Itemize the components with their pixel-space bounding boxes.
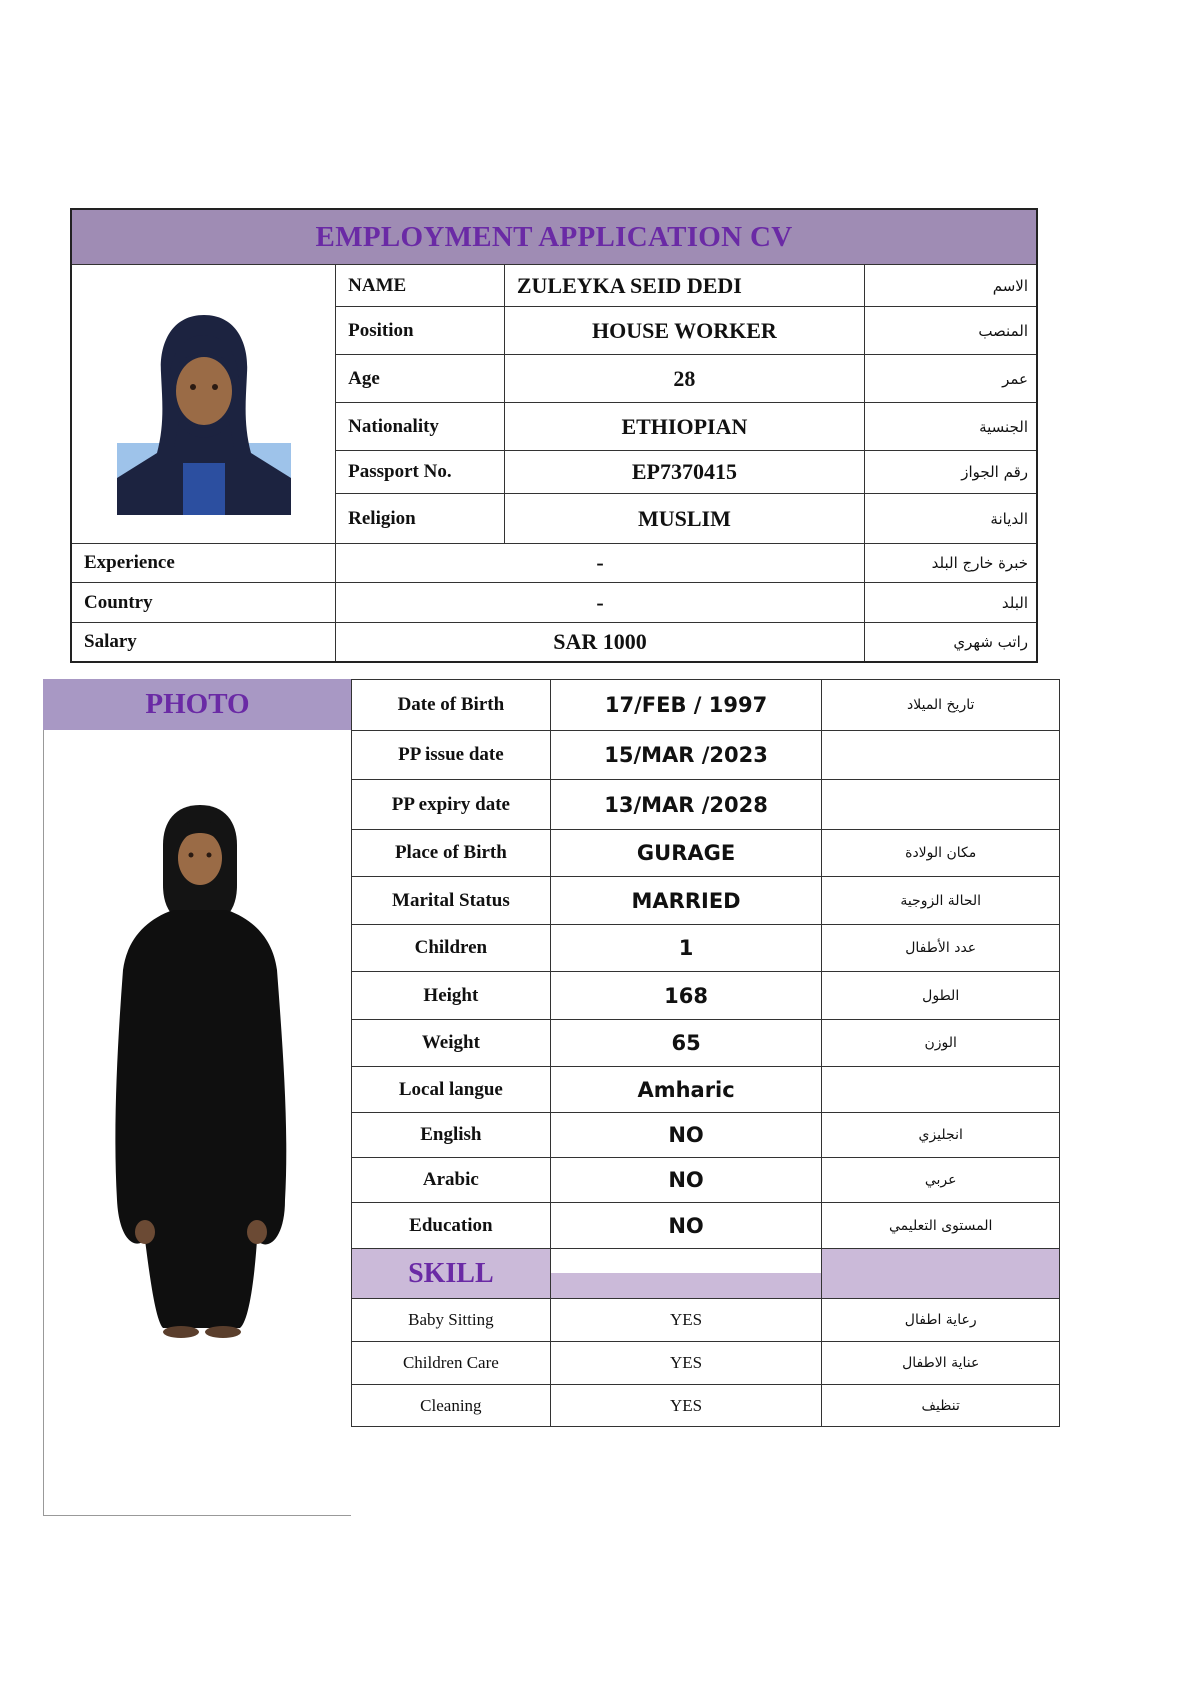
religion-value: MUSLIM xyxy=(504,494,864,544)
country-label-arabic: البلد xyxy=(864,583,1037,623)
nationality-value: ETHIOPIAN xyxy=(504,403,864,451)
religion-label: Religion xyxy=(336,494,505,544)
height-label: Height xyxy=(352,972,551,1020)
photo-heading: PHOTO xyxy=(43,679,352,730)
pp-issue-value: 15/MAR /2023 xyxy=(550,731,822,780)
dob-label-arabic: تاريخ الميلاد xyxy=(822,680,1060,731)
passport-value: EP7370415 xyxy=(504,451,864,494)
pp-issue-label: PP issue date xyxy=(352,731,551,780)
skill-children-care-label: Children Care xyxy=(352,1342,551,1385)
skill-heading-fill-right xyxy=(822,1249,1060,1299)
arabic-label: Arabic xyxy=(352,1158,551,1203)
salary-label-arabic: راتب شهري xyxy=(864,623,1037,662)
pp-issue-label-arabic xyxy=(822,731,1060,780)
headshot-cell xyxy=(71,265,336,544)
full-body-photo xyxy=(105,800,295,1344)
headshot-photo xyxy=(117,303,291,515)
pp-expiry-label-arabic xyxy=(822,780,1060,830)
age-value: 28 xyxy=(504,355,864,403)
marital-status-label-arabic: الحالة الزوجية xyxy=(822,877,1060,925)
arabic-value: NO xyxy=(550,1158,822,1203)
education-label: Education xyxy=(352,1203,551,1249)
country-value: - xyxy=(336,583,865,623)
local-language-value: Amharic xyxy=(550,1067,822,1113)
place-of-birth-label: Place of Birth xyxy=(352,830,551,877)
skill-cleaning-label: Cleaning xyxy=(352,1385,551,1427)
age-label-arabic: عمر xyxy=(864,355,1037,403)
weight-value: 65 xyxy=(550,1020,822,1067)
name-label: NAME xyxy=(336,265,505,307)
page-title: EMPLOYMENT APPLICATION CV xyxy=(71,209,1037,265)
experience-label-arabic: خبرة خارج البلد xyxy=(864,544,1037,583)
experience-value: - xyxy=(336,544,865,583)
english-label: English xyxy=(352,1113,551,1158)
nationality-label: Nationality xyxy=(336,403,505,451)
pp-expiry-value: 13/MAR /2028 xyxy=(550,780,822,830)
applicant-summary-table xyxy=(70,208,1038,663)
arabic-label-arabic: عربي xyxy=(822,1158,1060,1203)
position-label: Position xyxy=(336,307,505,355)
height-value: 168 xyxy=(550,972,822,1020)
religion-label-arabic: الديانة xyxy=(864,494,1037,544)
place-of-birth-value: GURAGE xyxy=(550,830,822,877)
place-of-birth-label-arabic: مكان الولادة xyxy=(822,830,1060,877)
local-language-label: Local langue xyxy=(352,1067,551,1113)
country-label: Country xyxy=(71,583,336,623)
marital-status-label: Marital Status xyxy=(352,877,551,925)
children-label: Children xyxy=(352,925,551,972)
experience-label: Experience xyxy=(71,544,336,583)
skill-baby-sitting-label-arabic: رعاية اطفال xyxy=(822,1299,1060,1342)
skill-baby-sitting-value: YES xyxy=(550,1299,822,1342)
dob-label: Date of Birth xyxy=(352,680,551,731)
name-label-arabic: الاسم xyxy=(864,265,1037,307)
passport-label-arabic: رقم الجواز xyxy=(864,451,1037,494)
height-label-arabic: الطول xyxy=(822,972,1060,1020)
skill-children-care-label-arabic: عناية الاطفال xyxy=(822,1342,1060,1385)
position-value: HOUSE WORKER xyxy=(504,307,864,355)
age-label: Age xyxy=(336,355,505,403)
skill-cleaning-value: YES xyxy=(550,1385,822,1427)
skill-baby-sitting-label: Baby Sitting xyxy=(352,1299,551,1342)
name-value: ZULEYKA SEID DEDI xyxy=(504,265,864,307)
skill-cleaning-label-arabic: تنظيف xyxy=(822,1385,1060,1427)
passport-label: Passport No. xyxy=(336,451,505,494)
nationality-label-arabic: الجنسية xyxy=(864,403,1037,451)
skill-children-care-value: YES xyxy=(550,1342,822,1385)
salary-value: SAR 1000 xyxy=(336,623,865,662)
english-label-arabic: انجليزي xyxy=(822,1113,1060,1158)
applicant-details-table xyxy=(351,679,1060,1427)
skill-heading: SKILL xyxy=(352,1249,551,1299)
local-language-label-arabic xyxy=(822,1067,1060,1113)
position-label-arabic: المنصب xyxy=(864,307,1037,355)
english-value: NO xyxy=(550,1113,822,1158)
dob-value: 17/FEB / 1997 xyxy=(550,680,822,731)
weight-label: Weight xyxy=(352,1020,551,1067)
weight-label-arabic: الوزن xyxy=(822,1020,1060,1067)
skill-heading-fill xyxy=(550,1249,822,1299)
children-value: 1 xyxy=(550,925,822,972)
salary-label: Salary xyxy=(71,623,336,662)
marital-status-value: MARRIED xyxy=(550,877,822,925)
pp-expiry-label: PP expiry date xyxy=(352,780,551,830)
education-label-arabic: المستوى التعليمي xyxy=(822,1203,1060,1249)
children-label-arabic: عدد الأطفال xyxy=(822,925,1060,972)
education-value: NO xyxy=(550,1203,822,1249)
